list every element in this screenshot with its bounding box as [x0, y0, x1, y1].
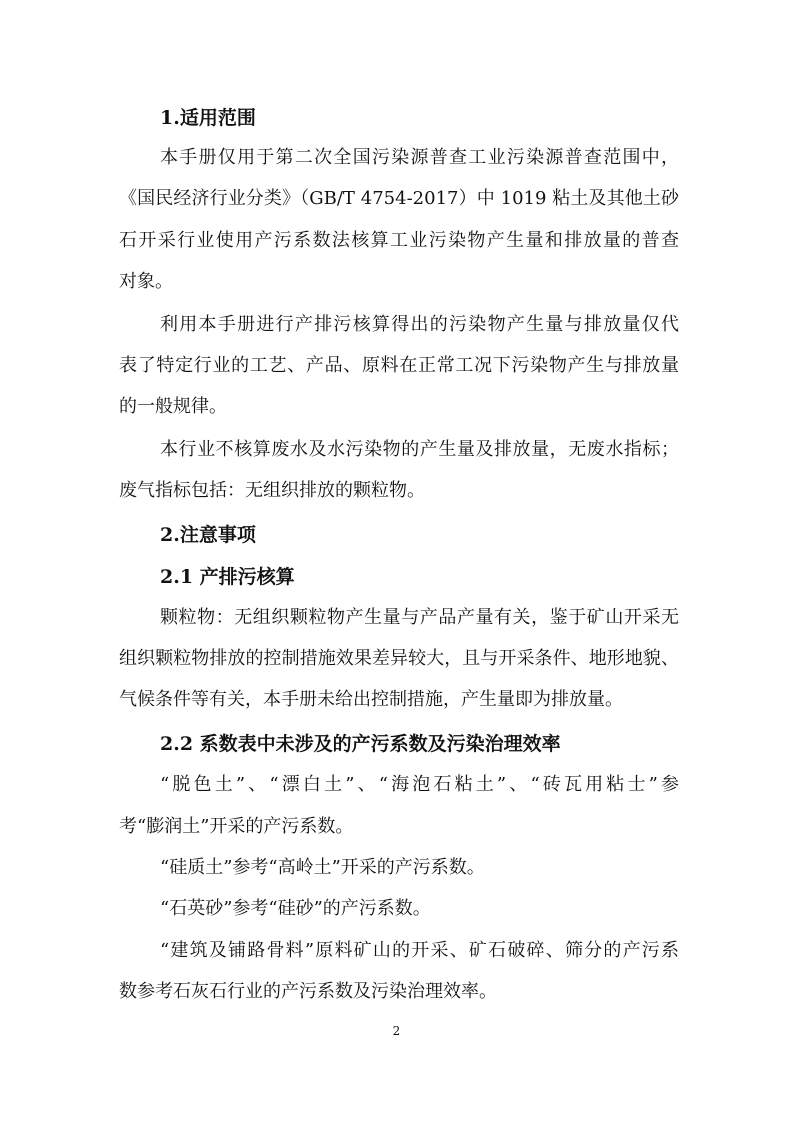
- paragraph-line: 废气指标包括：无组织排放的颗粒物。: [119, 480, 425, 501]
- paragraph-line: 的一般规律。: [119, 396, 227, 417]
- heading-notes: 2.注意事项: [160, 524, 256, 546]
- paragraph-line: 气候条件等有关，本手册未给出控制措施，产生量即为排放量。: [119, 689, 623, 710]
- paragraph-line: 组织颗粒物排放的控制措施效果差异较大，且与开采条件、地形地貌、: [119, 648, 679, 669]
- page-number: 2: [392, 1024, 401, 1038]
- heading-scope: 1.适用范围: [160, 107, 256, 129]
- paragraph-line: 本手册仅用于第二次全国污染源普查工业污染源普查范围中，: [160, 147, 679, 168]
- paragraph-line: 利用本手册进行产排污核算得出的污染物产生量与排放量仅代: [160, 314, 679, 335]
- paragraph-line: “硅质土”参考“高岭土”开采的产污系数。: [160, 857, 485, 878]
- paragraph-line: “石英砂”参考“硅砂”的产污系数。: [160, 898, 431, 919]
- paragraph-line: 本行业不核算废水及水污染物的产生量及排放量，无废水指标；: [160, 439, 679, 460]
- paragraph-line: 考“膨润土”开采的产污系数。: [119, 816, 354, 837]
- paragraph-line: 颗粒物：无组织颗粒物产生量与产品产量有关，鉴于矿山开采无: [160, 607, 679, 628]
- paragraph-line: “建筑及铺路骨料”原料矿山的开采、矿石破碎、筛分的产污系: [160, 940, 679, 961]
- paragraph-line: 石开采行业使用产污系数法核算工业污染物产生量和排放量的普查: [119, 230, 679, 251]
- paragraph-line: 《国民经济行业分类》（GB/T 4754-2017）中 1019 粘土及其他土砂: [119, 188, 679, 209]
- paragraph-line: “脱色土”、“漂白土”、“海泡石粘土”、“砖瓦用粘士”参: [160, 774, 679, 795]
- paragraph-line: 对象。: [119, 271, 173, 292]
- heading-emission-accounting: 2.1 产排污核算: [160, 566, 295, 588]
- paragraph-line: 数参考石灰石行业的产污系数及污染治理效率。: [119, 981, 497, 1002]
- heading-uncovered-coefficients: 2.2 系数表中未涉及的产污系数及污染治理效率: [160, 733, 561, 755]
- paragraph-line: 表了特定行业的工艺、产品、原料在正常工况下污染物产生与排放量: [119, 355, 679, 376]
